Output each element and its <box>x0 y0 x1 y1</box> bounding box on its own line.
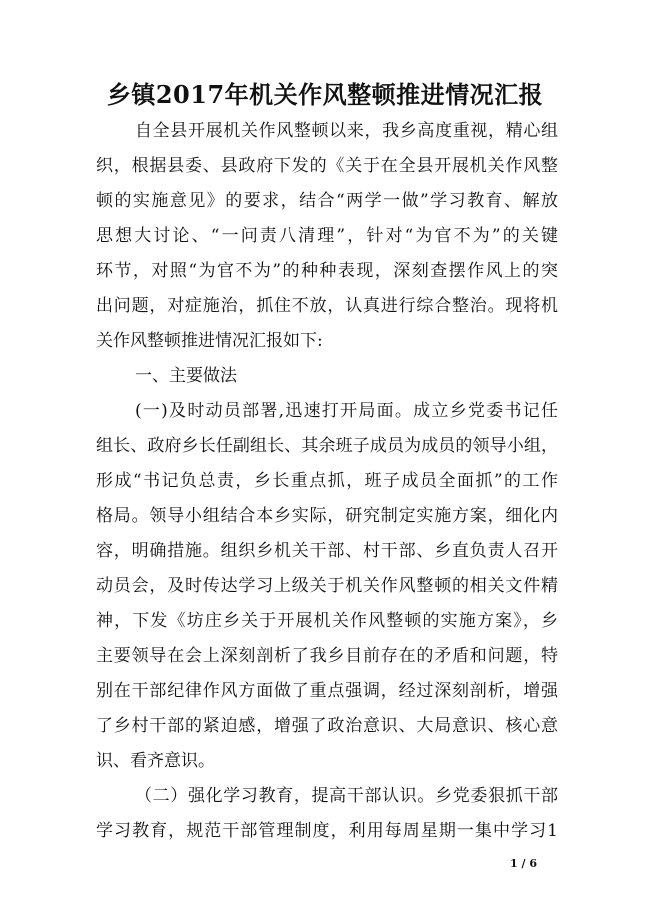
section-heading: 一、主要做法 <box>135 366 237 386</box>
paragraph-line: 别在干部纪律作风方面做了重点强调，经过深刻剖析，增强 <box>96 681 558 701</box>
paragraph-line: 主要领导在会上深刻剖析了我乡目前存在的矛盾和问题，特 <box>96 646 558 666</box>
paragraph-line: 环节，对照“为官不为”的种种表现，深刻查摆作风上的突 <box>96 261 558 281</box>
paragraph-line: 动员会，及时传达学习上级关于机关作风整顿的相关文件精 <box>96 576 558 596</box>
paragraph-line: 组长、政府乡长任副组长、其余班子成员为成员的领导小组， <box>96 436 558 456</box>
document-title: 乡镇2017年机关作风整顿推进情况汇报 <box>106 80 544 109</box>
paragraph-line: 顿的实施意见》的要求，结合“两学一做”学习教育、解放 <box>96 191 558 211</box>
paragraph-line: 出问题，对症施治，抓住不放，认真进行综合整治。现将机 <box>96 296 558 316</box>
paragraph-line: 思想大讨论、“一问责八清理”，针对“为官不为”的关键 <box>96 226 558 246</box>
paragraph-line: 神，下发《坊庄乡关于开展机关作风整顿的实施方案》，乡 <box>96 611 558 631</box>
paragraph-line: 关作风整顿推进情况汇报如下: <box>96 331 323 351</box>
page-number: 1 / 6 <box>510 857 537 870</box>
paragraph-line: 学习教育，规范干部管理制度，利用每周星期一集中学习1 <box>96 821 558 841</box>
paragraph-line: 格局。领导小组结合本乡实际，研究制定实施方案，细化内 <box>96 506 558 526</box>
paragraph-line: 自全县开展机关作风整顿以来，我乡高度重视，精心组 <box>135 121 558 141</box>
paragraph-line: 织，根据县委、县政府下发的《关于在全县开展机关作风整 <box>96 156 558 176</box>
paragraph-line: 了乡村干部的紧迫感，增强了政治意识、大局意识、核心意 <box>96 716 558 736</box>
paragraph-line: 容，明确措施。组织乡机关干部、村干部、乡直负责人召开 <box>96 541 558 561</box>
paragraph-line: 识、看齐意识。 <box>96 751 215 771</box>
paragraph-line: 形成“书记负总责，乡长重点抓，班子成员全面抓”的工作 <box>96 471 558 491</box>
paragraph-line: (一)及时动员部署,迅速打开局面。成立乡党委书记任 <box>135 401 558 421</box>
paragraph-line: （二）强化学习教育，提高干部认识。乡党委狠抓干部 <box>135 786 558 806</box>
